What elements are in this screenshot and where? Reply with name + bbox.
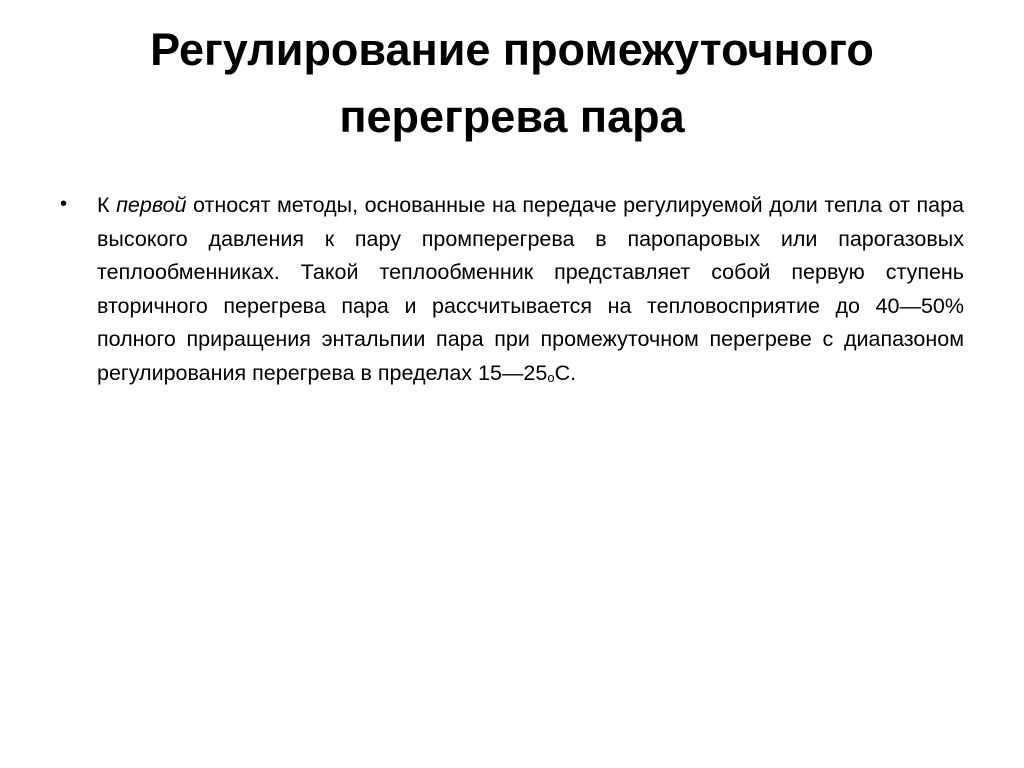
degree-sign: о xyxy=(547,369,555,385)
bullet-item xyxy=(60,189,964,395)
bullet-list xyxy=(60,189,964,395)
paragraph-lead: К xyxy=(97,193,117,217)
bullet-dot-icon: • xyxy=(60,193,68,215)
paragraph-emphasis: первой xyxy=(116,193,187,217)
paragraph-body: относят методы, основанные на передаче регулируемой доли тепла от пара высокого давления к пару промперегрева в паропаровых или парогазовых теплообменниках. Такой теплообменник представляет собой первую ступень вторичного перегрева пара и рассчитывается на тепловосприятие до 40—50% полного приращения энтальпии пара при промежуточном перегреве с диапазоном регулирования перегрева в пределах 15—25 xyxy=(97,193,964,385)
slide-title xyxy=(40,16,984,150)
slide-title-line-2: перегрева пара xyxy=(339,91,685,142)
temperature-unit: С. xyxy=(554,360,577,385)
slide-title-line-1: Регулирование промежуточного xyxy=(150,24,874,75)
